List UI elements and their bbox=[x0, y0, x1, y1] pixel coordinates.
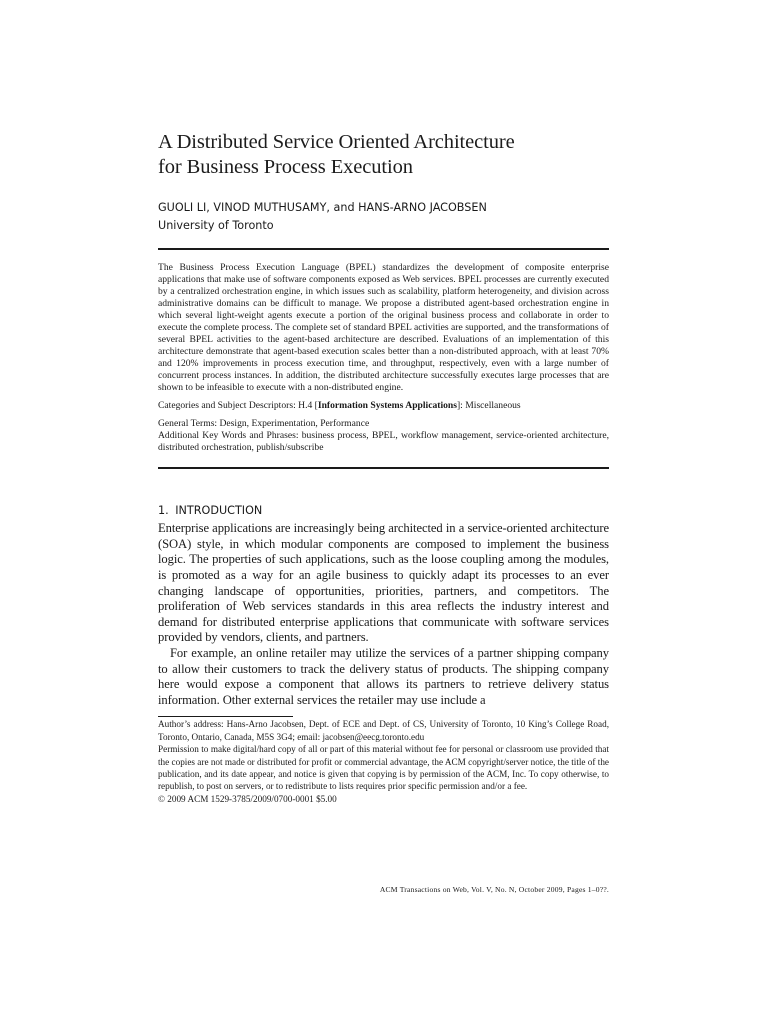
author-address: Author’s address: Hans-Arno Jacobsen, Dept. of ECE and Dept. of CS, University of Toronto, 10 King’s College Road, Toronto, Ontario, Canada, M5S 3G4; email: jacobsen@eecg.toronto.edu bbox=[158, 719, 609, 742]
general-terms: General Terms: Design, Experimentation, Performance bbox=[158, 418, 370, 430]
abstract-top-rule bbox=[158, 248, 609, 250]
abstract bbox=[158, 262, 609, 393]
paragraph: Enterprise applications are increasingly being architected in a service-oriented architecture (SOA) style, in which modular components are composed to implement the business logic. The properties of such applications, such as the loose coupling among the modules, is promoted as a way for an agile business to quickly adapt its processes to an ever changing landscape of opportunities, priorities, partners, and competitors. The proliferation of Web services standards in this area reflects the industry interest and demand for distributed enterprise applications that communicate with software services provided by vendors, clients, and partners. bbox=[158, 521, 609, 645]
affiliation: University of Toronto bbox=[158, 219, 274, 232]
paper-page bbox=[158, 130, 609, 805]
abstract-text: The Business Process Execution Language (BPEL) standardizes the development of composite enterprise applications that make use of software components exposed as Web services. BPEL processes are currently executed by a centralized orchestration engine, in which issues such as scalability, platform heterogeneity, and division across administrative domains can be difficult to manage. We propose a distributed agent-based orchestration engine in which several light-weight agents execute a portion of the original business process and collaborate in order to execute the complete process. The complete set of standard BPEL activities are supported, and the transformations of several BPEL activities to the agent-based architecture are described. Evaluations of an implementation of this architecture demonstrate that agent-based execution scales better than a non-distributed approach, with at least 70% and 120% improvements in process execution time, and throughput, respectively, even with a large number of concurrent process instances. In addition, the distributed architecture successfully executes large processes that are shown to be infeasible to execute with a non-distributed engine. bbox=[158, 262, 609, 393]
categories-suffix: ]: Miscellaneous bbox=[456, 400, 521, 412]
section-heading-introduction bbox=[158, 504, 609, 518]
categories-descriptors bbox=[158, 400, 609, 412]
copyright-line: © 2009 ACM 1529-3785/2009/0700-0001 $5.00 bbox=[158, 793, 337, 804]
section-number: 1. bbox=[158, 504, 169, 518]
key-words: Additional Key Words and Phrases: business process, BPEL, workflow management, service-oriented architecture, distributed orchestration, publish/subscribe bbox=[158, 430, 609, 454]
abstract-bottom-rule bbox=[158, 467, 609, 469]
paper-title bbox=[158, 130, 609, 180]
section-title: INTRODUCTION bbox=[175, 504, 263, 518]
footnote-rule bbox=[158, 716, 293, 717]
paragraph: For example, an online retailer may utilize the services of a partner shipping company to allow their customers to track the delivery status of products. The shipping company here would expose a component that allows its partners to retrieve delivery status information. Other external services the retailer may use include a bbox=[158, 646, 609, 707]
author-list: GUOLI LI, VINOD MUTHUSAMY, and HANS-ARNO JACOBSEN bbox=[158, 201, 487, 214]
title-line-2: for Business Process Execution bbox=[158, 156, 413, 178]
categories-bold: Information Systems Applications bbox=[317, 400, 457, 412]
categories-prefix: Categories and Subject Descriptors: H.4 [ bbox=[158, 400, 318, 412]
introduction-body bbox=[158, 521, 609, 708]
title-line-1: A Distributed Service Oriented Architecture bbox=[158, 131, 515, 153]
footnote bbox=[158, 718, 609, 805]
permission-notice: Permission to make digital/hard copy of all or part of this material without fee for personal or classroom use provided that the copies are not made or distributed for profit or commercial advantage, the ACM copyright/server notice, the title of the publication, and its date appear, and notice is given that copying is by permission of the ACM, Inc. To copy otherwise, to republish, to post on servers, or to redistribute to lists requires prior specific permission and/or a fee. bbox=[158, 744, 609, 792]
running-footer: ACM Transactions on Web, Vol. V, No. N, October 2009, Pages 1–0??. bbox=[379, 885, 609, 894]
